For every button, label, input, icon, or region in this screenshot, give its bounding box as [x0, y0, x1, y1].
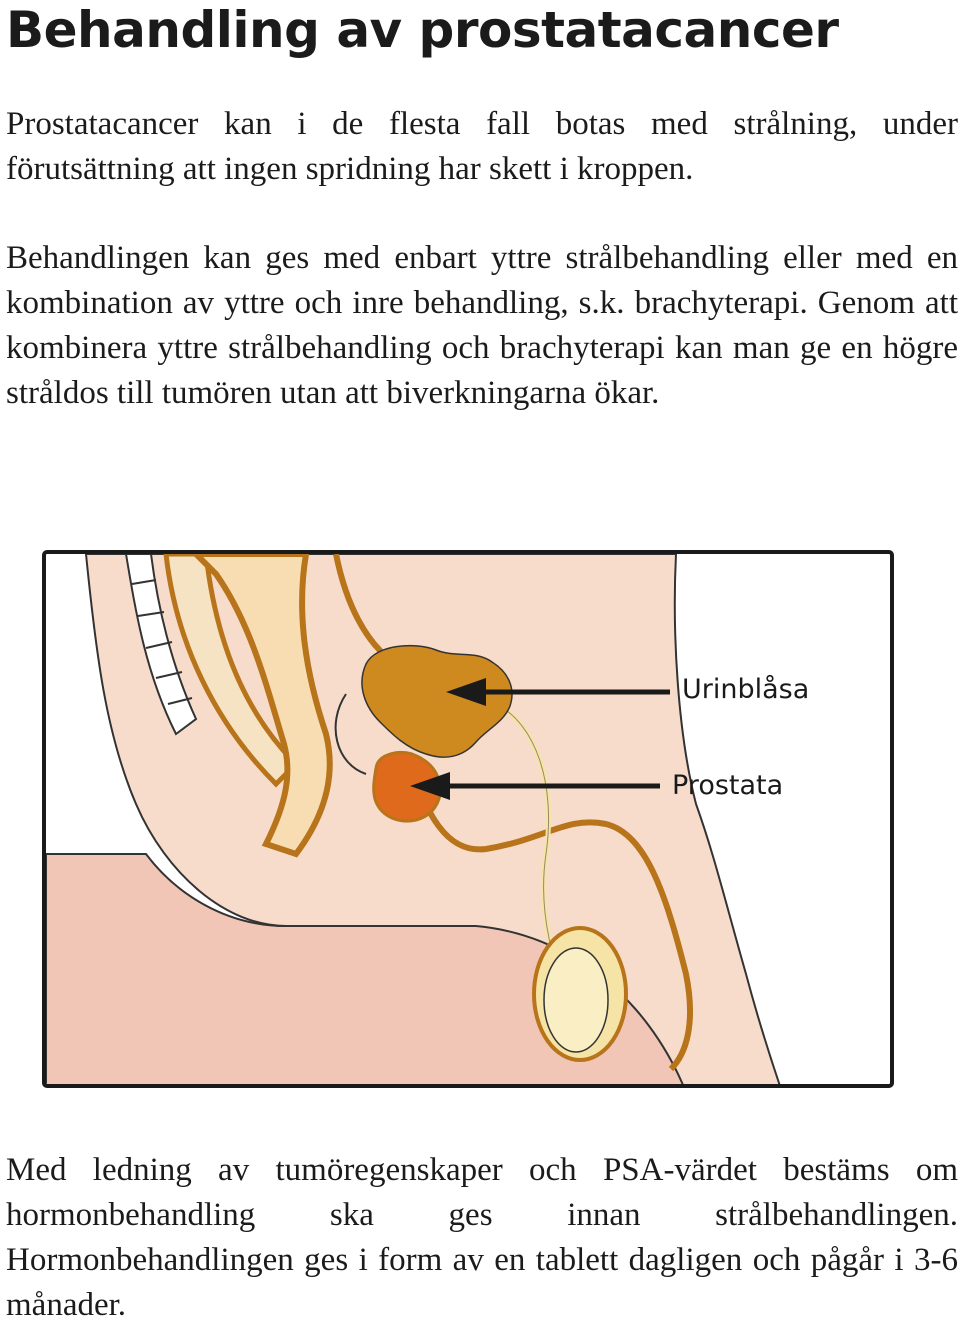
anatomy-figure [42, 550, 894, 1088]
treatment-paragraph: Behandlingen kan ges med enbart yttre strålbehandling eller med en kombination av yttre och inre behandling, s.k. brachyterapi. Genom att kombinera yttre strålbehandling och brachyterapi kan man ge en högre stråldos till tumören utan att biverkningarna ökar. [6, 240, 958, 411]
hormone-paragraph: Med ledning av tumöregenskaper och PSA-värdet bestäms om hormonbehandling ska ges innan strålbehandlingen. Hormonbehandlingen ges i form av en tablett dagligen och pågår i 3-6 månader. [6, 1152, 958, 1323]
anatomy-illustration [46, 554, 894, 1088]
page-title: Behandling av prostatacancer [6, 1, 839, 59]
bladder-label: Urinblåsa [682, 674, 810, 705]
prostate-label: Prostata [672, 770, 784, 801]
intro-paragraph: Prostatacancer kan i de flesta fall botas med strålning, under förutsättning att ingen spridning har skett i kroppen. [6, 106, 958, 187]
